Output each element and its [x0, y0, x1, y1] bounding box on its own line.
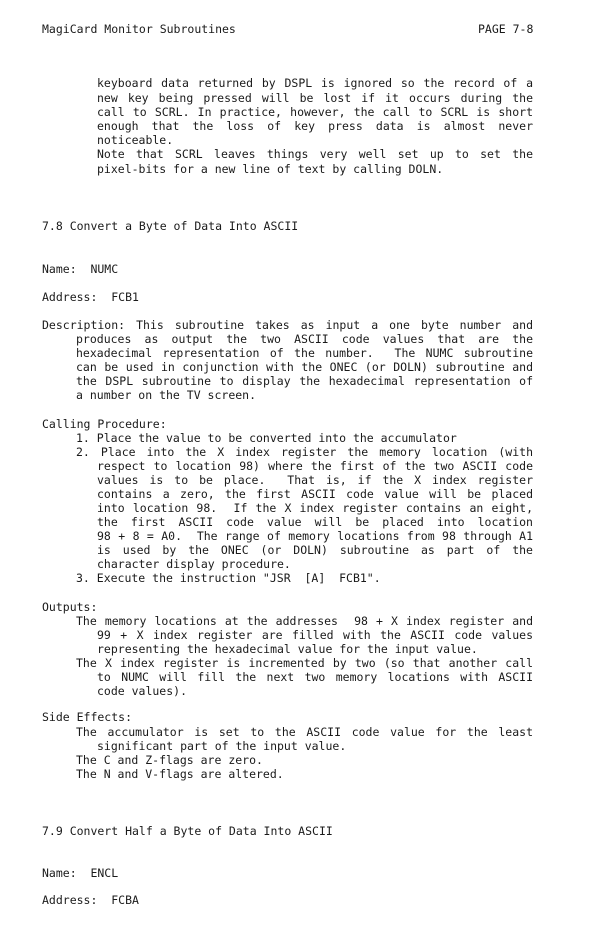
text-line: the DSPL subroutine to display the hexadecimal representation of: [76, 374, 533, 388]
text-line: into location 98. If the X index register contains an eight,: [97, 501, 533, 515]
text-line: produces as output the two ASCII code values that are the: [76, 332, 533, 346]
text-line: The accumulator is set to the ASCII code value for the least: [76, 725, 533, 739]
text-line: a number on the TV screen.: [76, 388, 257, 402]
text-line: enough that the loss of key press data is almost never: [97, 119, 533, 133]
text-line: new key being pressed will be lost if it occurs during the: [97, 91, 533, 105]
text-line: respect to location 98) where the first of the two ASCII code: [97, 459, 533, 473]
field-name: Name: NUMC: [42, 262, 119, 276]
text-line: representing the hexadecimal value for the input value.: [97, 642, 478, 656]
text-line: contains a zero, the first ASCII code value will be placed: [97, 487, 533, 501]
section-heading: 7.9 Convert Half a Byte of Data Into ASCII: [42, 824, 333, 838]
text-line: noticeable.: [97, 133, 174, 147]
calling-procedure-label: Calling Procedure:: [42, 417, 167, 431]
text-line: the first ASCII code value will be placed into location: [97, 515, 533, 529]
text-line: 99 + X index register are filled with the ASCII code values: [97, 628, 533, 642]
text-line: hexadecimal representation of the number. The NUMC subroutine: [76, 346, 533, 360]
text-line: significant part of the input value.: [97, 739, 347, 753]
field-address: Address: FCBA: [42, 893, 139, 907]
text-line: The N and V-flags are altered.: [76, 767, 284, 781]
text-line: Description: This subroutine takes as input a one byte number and: [42, 318, 533, 332]
text-line: pixel-bits for a new line of text by calling DOLN.: [97, 162, 444, 176]
text-line: call to SCRL. In practice, however, the call to SCRL is short: [97, 105, 533, 119]
section-heading: 7.8 Convert a Byte of Data Into ASCII: [42, 219, 299, 233]
header-page-number: PAGE 7-8: [478, 22, 534, 36]
text-line: keyboard data returned by DSPL is ignored so the record of a: [97, 76, 533, 90]
text-line: code values).: [97, 684, 188, 698]
text-line: can be used in conjunction with the ONEC (or DOLN) subroutine and: [76, 360, 533, 374]
text-line: The C and Z-flags are zero.: [76, 753, 263, 767]
outputs-label: Outputs:: [42, 600, 98, 614]
text-line: The X index register is incremented by two (so that another call: [76, 656, 533, 670]
text-line: character display procedure.: [97, 557, 291, 571]
list-item: 2. Place into the X index register the memory location (with: [76, 445, 533, 459]
text-line: values is to be place. That is, if the X index register: [97, 473, 533, 487]
text-line: 98 + 8 = A0. The range of memory locations from 98 through A1: [97, 529, 533, 543]
side-effects-label: Side Effects:: [42, 710, 133, 724]
text-line: is used by the ONEC (or DOLN) subroutine as part of the: [97, 543, 533, 557]
header-title: MagiCard Monitor Subroutines: [42, 22, 236, 36]
field-name: Name: ENCL: [42, 866, 119, 880]
list-item: 1. Place the value to be converted into the accumulator: [76, 431, 457, 445]
field-address: Address: FCB1: [42, 290, 139, 304]
text-line: The memory locations at the addresses 98 + X index register and: [76, 614, 533, 628]
list-item: 3. Execute the instruction "JSR [A] FCB1".: [76, 571, 381, 585]
text-line: to NUMC will fill the next two memory locations with ASCII: [97, 670, 533, 684]
text-line: Note that SCRL leaves things very well set up to set the: [97, 147, 533, 161]
